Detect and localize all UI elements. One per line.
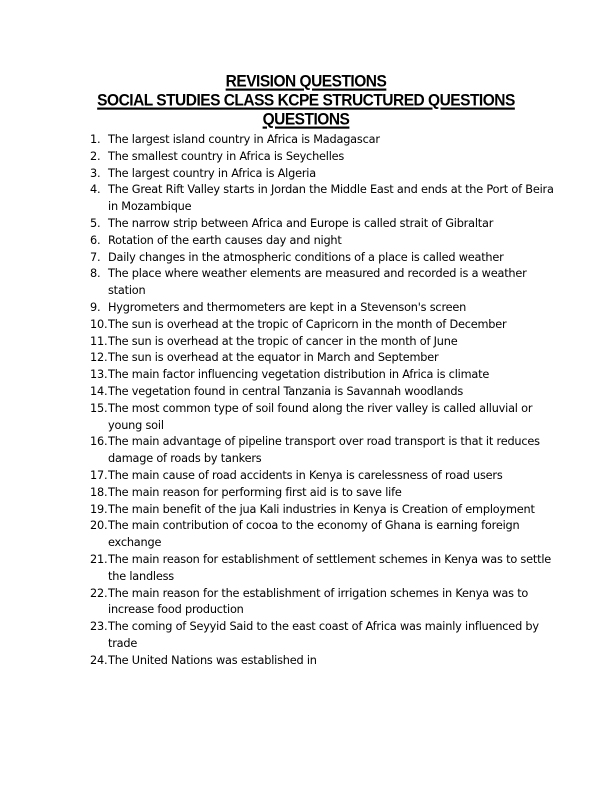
header-subtitle: SOCIAL STUDIES CLASS KCPE STRUCTURED QUESTIONS: [97, 91, 515, 110]
question-number: 21.: [90, 552, 108, 566]
question-item: [90, 317, 560, 334]
question-number: 13.: [90, 368, 108, 382]
question-text: Rotation of the earth causes day and night: [108, 233, 342, 247]
question-item: [90, 132, 560, 149]
question-item: [90, 434, 560, 468]
question-item: [90, 586, 560, 620]
header-section-label: QUESTIONS: [262, 110, 350, 129]
question-item: [90, 350, 560, 367]
question-number: 11.: [90, 334, 108, 348]
question-number: 1.: [90, 133, 101, 146]
question-item: [90, 485, 560, 502]
question-text: The main reason for the establishment of irrigation schemes in Kenya was to increase food production: [108, 586, 529, 617]
document-header: [40, 72, 572, 129]
question-item: [90, 149, 560, 166]
question-text: The sun is overhead at the tropic of Capricorn in the month of December: [108, 317, 507, 331]
question-number: 2.: [90, 149, 101, 163]
question-text: The coming of Seyyid Said to the east coast of Africa was mainly influenced by trade: [108, 620, 539, 650]
question-text: The place where weather elements are measured and recorded is a weather station: [108, 267, 527, 298]
question-number: 10.: [90, 317, 108, 331]
question-item: [90, 619, 560, 653]
question-number: 9.: [90, 300, 101, 314]
question-item: [90, 468, 560, 485]
question-text: The sun is overhead at the equator in March and September: [108, 351, 439, 365]
question-text: The main contribution of cocoa to the economy of Ghana is earning foreign exchange: [108, 519, 520, 550]
question-text: The main reason for establishment of settlement schemes in Kenya was to settle the landless: [108, 552, 552, 583]
question-item: [90, 233, 560, 250]
question-text: The most common type of soil found along the river valley is called alluvial or young soil: [108, 401, 533, 432]
question-number: 19.: [90, 502, 108, 516]
question-item: [90, 653, 560, 670]
question-text: The main benefit of the jua Kali industries in Kenya is Creation of employment: [108, 502, 535, 516]
question-number: 12.: [90, 351, 108, 365]
question-number: 20.: [90, 519, 108, 533]
question-number: 8.: [90, 267, 101, 281]
question-text: The largest island country in Africa is Madagascar: [108, 133, 380, 146]
question-item: [90, 182, 560, 216]
question-text: The main factor influencing vegetation distribution in Africa is climate: [108, 368, 490, 382]
question-text: The United Nations was established in: [108, 653, 317, 667]
question-number: 17.: [90, 468, 108, 482]
question-item: [90, 166, 560, 183]
question-number: 4.: [90, 183, 101, 197]
question-text: The largest country in Africa is Algeria: [108, 166, 316, 180]
question-item: [90, 300, 560, 317]
question-number: 15.: [90, 401, 108, 415]
question-text: The main cause of road accidents in Kenya is carelessness of road users: [108, 468, 503, 482]
question-item: [90, 552, 560, 586]
question-item: [90, 518, 560, 552]
question-number: 14.: [90, 384, 108, 398]
question-item: [90, 384, 560, 401]
question-number: 22.: [90, 586, 108, 600]
question-number: 3.: [90, 166, 101, 180]
question-number: 7.: [90, 250, 101, 264]
question-item: [90, 216, 560, 233]
question-text: The Great Rift Valley starts in Jordan the Middle East and ends at the Port of Beira in Mozambique: [108, 183, 554, 214]
question-item: [90, 401, 560, 435]
question-text: The smallest country in Africa is Seychelles: [108, 149, 345, 163]
question-text: Daily changes in the atmospheric conditions of a place is called weather: [108, 250, 504, 264]
question-text: The main advantage of pipeline transport over road transport is that it reduces damage of roads by tankers: [108, 435, 540, 466]
question-number: 18.: [90, 485, 108, 499]
question-item: [90, 334, 560, 351]
question-item: [90, 266, 560, 300]
question-text: The narrow strip between Africa and Europe is called strait of Gibraltar: [108, 216, 494, 230]
question-text: Hygrometers and thermometers are kept in a Stevenson's screen: [108, 300, 467, 314]
header-title: REVISION QUESTIONS: [225, 72, 387, 91]
question-list: [90, 132, 560, 670]
question-item: [90, 250, 560, 267]
question-number: 16.: [90, 435, 108, 449]
question-number: 5.: [90, 216, 101, 230]
question-item: [90, 367, 560, 384]
question-number: 24.: [90, 653, 108, 667]
question-text: The sun is overhead at the tropic of cancer in the month of June: [108, 334, 458, 348]
question-text: The vegetation found in central Tanzania is Savannah woodlands: [108, 384, 464, 398]
question-item: [90, 502, 560, 519]
question-text: The main reason for performing first aid is to save life: [108, 485, 402, 499]
question-number: 23.: [90, 620, 108, 634]
question-number: 6.: [90, 233, 101, 247]
